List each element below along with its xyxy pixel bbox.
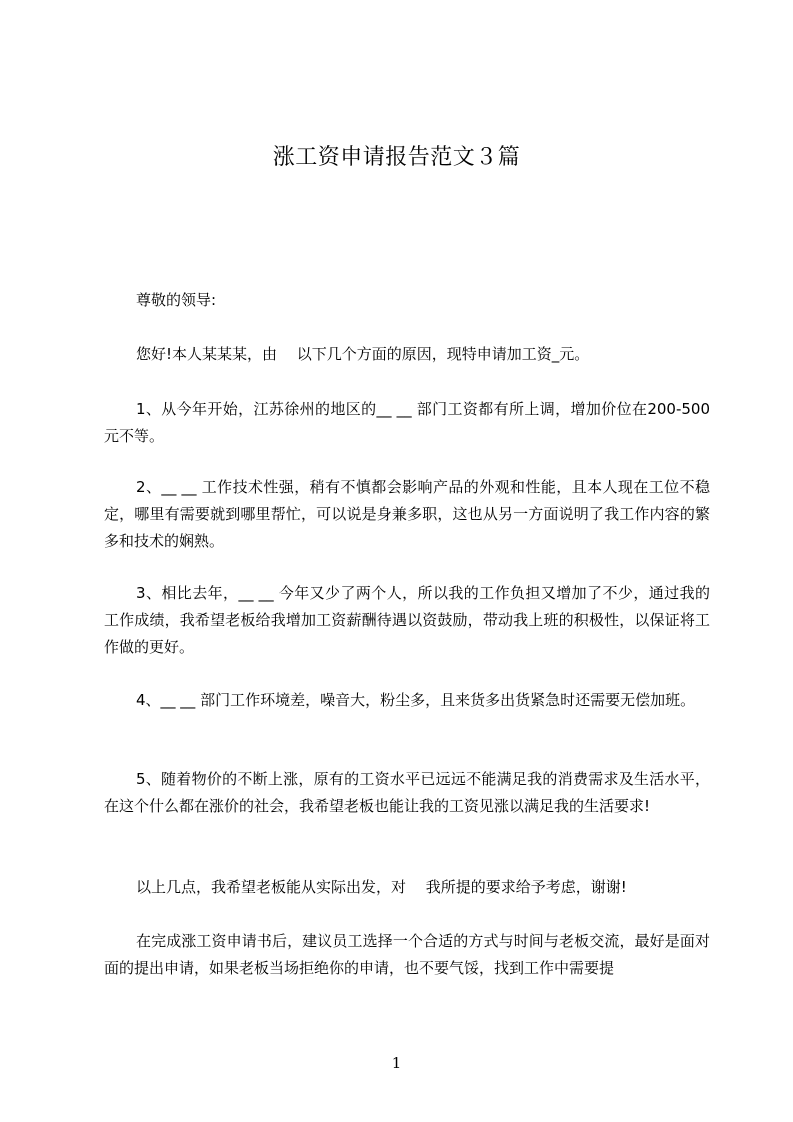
document-title: 涨工资申请报告范文３篇 <box>272 145 521 170</box>
paragraph-point-2: 2、__ __ 工作技术性强，稍有不慎都会影响产品的外观和性能，且本人现在工位不稳定，哪里有需要就到哪里帮忙，可以说是身兼多职，这也从另一方面说明了我工作内容的繁多和技术的娴熟。 <box>104 478 710 550</box>
paragraph-point-4: 4、__ __ 部门工作环境差，噪音大，粉尘多，且来货多出货紧急时还需要无偿加班。 <box>136 691 696 709</box>
paragraph-closing: 以上几点，我希望老板能从实际出发，对 我所提的要求给予考虑，谢谢! <box>136 878 627 896</box>
paragraph-greeting: 您好!本人某某某，由 以下几个方面的原因，现特申请加工资_元。 <box>136 345 590 363</box>
paragraph-point-1: 1、从今年开始，江苏徐州的地区的__ __ 部门工资都有所上调，增加价位在200-500 元不等。 <box>104 400 710 445</box>
paragraph-point-5: 5、随着物价的不断上涨，原有的工资水平已远远不能满足我的消费需求及生活水平，在这个什么都在涨价的社会，我希望老板也能让我的工资见涨以满足我的生活要求! <box>104 770 710 815</box>
paragraph-advice: 在完成涨工资申请书后，建议员工选择一个合适的方式与时间与老板交流，最好是面对面的提出申请，如果老板当场拒绝你的申请，也不要气馁，找到工作中需要提 <box>104 932 710 977</box>
paragraph-point-3: 3、相比去年，__ __ 今年又少了两个人，所以我的工作负担又增加了不少，通过我的工作成绩，我希望老板给我增加工资薪酬待遇以资鼓励，带动我上班的积极性，以保证将工作做的更好。 <box>104 584 710 656</box>
page-number: 1 <box>391 1054 402 1072</box>
salutation: 尊敬的领导: <box>136 291 217 309</box>
